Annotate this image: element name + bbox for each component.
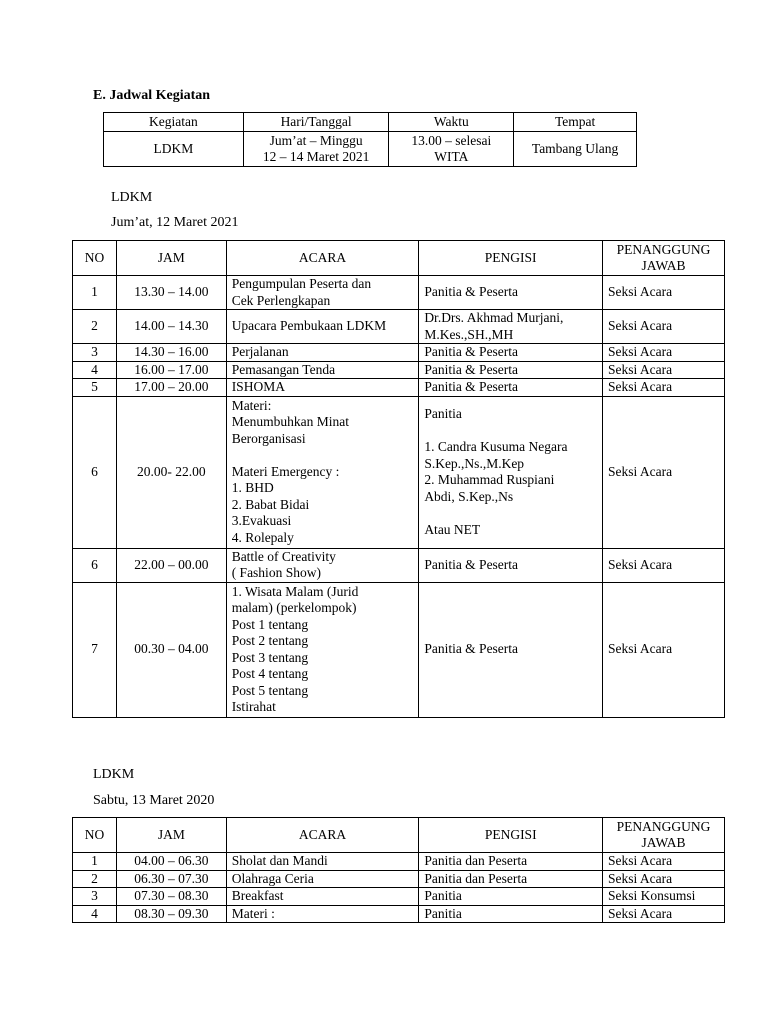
day1-schedule-table — [72, 240, 725, 718]
cell-no: 6 — [73, 548, 117, 582]
cell-pengisi: Panitia & Peserta — [419, 582, 603, 717]
table-row — [73, 548, 725, 582]
cell-no: 3 — [73, 888, 117, 906]
summary-header-cell: Waktu — [389, 113, 514, 132]
cell-penanggung-jawab: Seksi Acara — [603, 276, 725, 310]
cell-penanggung-jawab: Seksi Acara — [603, 361, 725, 379]
cell-acara: Battle of Creativity ( Fashion Show) — [226, 548, 419, 582]
cell-acara: Perjalanan — [226, 344, 419, 362]
cell-penanggung-jawab: Seksi Acara — [603, 853, 725, 871]
cell-acara: Pengumpulan Peserta dan Cek Perlengkapan — [226, 276, 419, 310]
table-row — [73, 344, 725, 362]
header-cell: ACARA — [226, 241, 419, 276]
summary-cell: Tambang Ulang — [514, 132, 637, 167]
cell-penanggung-jawab: Seksi Acara — [603, 344, 725, 362]
cell-acara: Sholat dan Mandi — [226, 853, 419, 871]
cell-acara: Materi: Menumbuhkan Minat Berorganisasi Materi Emergency : 1. BHD 2. Babat Bidai 3.Evakuasi 4. Rolepaly — [226, 396, 419, 548]
cell-pengisi: Panitia — [419, 905, 603, 923]
table-row — [73, 888, 725, 906]
cell-acara: 1. Wisata Malam (Jurid malam) (perkelompok) Post 1 tentang Post 2 tentang Post 3 tentang Post 4 tentang Post 5 tentang Istirahat — [226, 582, 419, 717]
table-row — [73, 905, 725, 923]
cell-penanggung-jawab: Seksi Konsumsi — [603, 888, 725, 906]
table-row — [73, 361, 725, 379]
cell-penanggung-jawab: Seksi Acara — [603, 905, 725, 923]
cell-no: 1 — [73, 853, 117, 871]
table-header-row — [73, 241, 725, 276]
table-header-row — [73, 818, 725, 853]
table-row — [73, 379, 725, 397]
header-cell: NO — [73, 241, 117, 276]
table-row — [73, 853, 725, 871]
header-cell: PENGISI — [419, 818, 603, 853]
cell-jam: 22.00 – 00.00 — [116, 548, 226, 582]
cell-jam: 20.00- 22.00 — [116, 396, 226, 548]
cell-acara: ISHOMA — [226, 379, 419, 397]
header-cell: JAM — [116, 818, 226, 853]
cell-jam: 14.30 – 16.00 — [116, 344, 226, 362]
header-cell: JAM — [116, 241, 226, 276]
cell-jam: 16.00 – 17.00 — [116, 361, 226, 379]
day2-date: Sabtu, 13 Maret 2020 — [93, 793, 215, 808]
cell-pengisi: Panitia & Peserta — [419, 361, 603, 379]
header-cell: ACARA — [226, 818, 419, 853]
header-cell: PENGISI — [419, 241, 603, 276]
cell-no: 1 — [73, 276, 117, 310]
cell-jam: 04.00 – 06.30 — [116, 853, 226, 871]
summary-table — [103, 112, 637, 167]
cell-penanggung-jawab: Seksi Acara — [603, 396, 725, 548]
cell-no: 5 — [73, 379, 117, 397]
cell-no: 4 — [73, 905, 117, 923]
table-row — [73, 276, 725, 310]
cell-pengisi: Panitia & Peserta — [419, 379, 603, 397]
cell-jam: 17.00 – 20.00 — [116, 379, 226, 397]
cell-no: 2 — [73, 310, 117, 344]
table-row — [73, 582, 725, 717]
cell-acara: Breakfast — [226, 888, 419, 906]
cell-jam: 13.30 – 14.00 — [116, 276, 226, 310]
day2-schedule-table — [72, 817, 725, 923]
summary-row — [104, 132, 637, 167]
table-row — [73, 310, 725, 344]
summary-cell: Jum’at – Minggu 12 – 14 Maret 2021 — [243, 132, 389, 167]
cell-penanggung-jawab: Seksi Acara — [603, 870, 725, 888]
table-row — [73, 870, 725, 888]
day2-title: LDKM — [93, 767, 135, 782]
day1-title: LDKM — [111, 190, 153, 205]
cell-jam: 00.30 – 04.00 — [116, 582, 226, 717]
cell-acara: Olahraga Ceria — [226, 870, 419, 888]
table-row — [73, 396, 725, 548]
cell-no: 6 — [73, 396, 117, 548]
header-cell: PENANGGUNG JAWAB — [603, 241, 725, 276]
cell-acara: Upacara Pembukaan LDKM — [226, 310, 419, 344]
cell-jam: 08.30 – 09.30 — [116, 905, 226, 923]
cell-penanggung-jawab: Seksi Acara — [603, 379, 725, 397]
cell-acara: Materi : — [226, 905, 419, 923]
header-cell: PENANGGUNG JAWAB — [603, 818, 725, 853]
cell-pengisi: Panitia — [419, 888, 603, 906]
cell-penanggung-jawab: Seksi Acara — [603, 582, 725, 717]
cell-pengisi: Panitia dan Peserta — [419, 853, 603, 871]
summary-header-cell: Hari/Tanggal — [243, 113, 389, 132]
cell-pengisi: Panitia dan Peserta — [419, 870, 603, 888]
header-cell: NO — [73, 818, 117, 853]
cell-no: 4 — [73, 361, 117, 379]
cell-no: 3 — [73, 344, 117, 362]
cell-penanggung-jawab: Seksi Acara — [603, 310, 725, 344]
summary-header-cell: Kegiatan — [104, 113, 244, 132]
cell-acara: Pemasangan Tenda — [226, 361, 419, 379]
cell-pengisi: Panitia & Peserta — [419, 344, 603, 362]
cell-penanggung-jawab: Seksi Acara — [603, 548, 725, 582]
section-heading: E. Jadwal Kegiatan — [93, 88, 211, 103]
cell-jam: 14.00 – 14.30 — [116, 310, 226, 344]
cell-jam: 06.30 – 07.30 — [116, 870, 226, 888]
cell-jam: 07.30 – 08.30 — [116, 888, 226, 906]
cell-pengisi: Panitia & Peserta — [419, 276, 603, 310]
summary-header-cell: Tempat — [514, 113, 637, 132]
summary-cell: LDKM — [104, 132, 244, 167]
cell-pengisi: Panitia 1. Candra Kusuma Negara S.Kep.,Ns.,M.Kep 2. Muhammad Ruspiani Abdi, S.Kep.,Ns Atau NET — [419, 396, 603, 548]
cell-pengisi: Panitia & Peserta — [419, 548, 603, 582]
cell-pengisi: Dr.Drs. Akhmad Murjani, M.Kes.,SH.,MH — [419, 310, 603, 344]
cell-no: 7 — [73, 582, 117, 717]
cell-no: 2 — [73, 870, 117, 888]
summary-cell: 13.00 – selesai WITA — [389, 132, 514, 167]
summary-header-row — [104, 113, 637, 132]
day1-date: Jum’at, 12 Maret 2021 — [111, 215, 239, 230]
